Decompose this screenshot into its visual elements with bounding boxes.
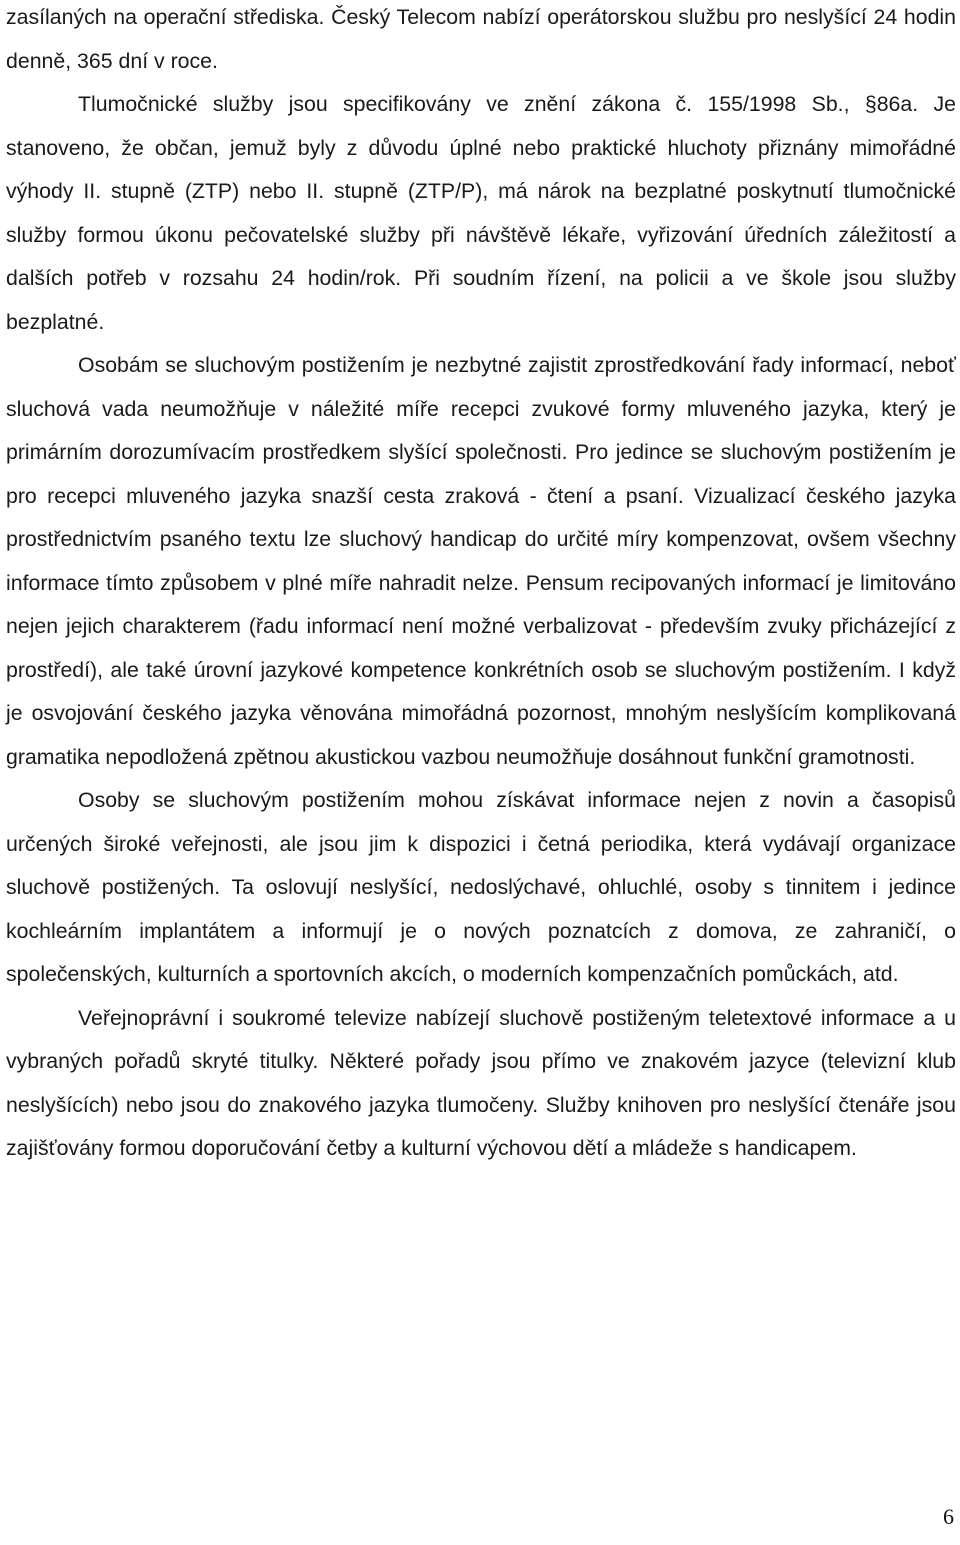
paragraph-continued: zasílaných na operační střediska. Český Telecom nabízí operátorskou službu pro neslyšící 24 hodin denně, 365 dní v roce. bbox=[6, 5, 956, 73]
document-page bbox=[6, 0, 956, 1171]
paragraph-television-libraries: Veřejnoprávní i soukromé televize nabízejí sluchově postiženým teletextové informace a u vybraných pořadů skryté titulky. Některé pořady jsou přímo ve znakovém jazyce (televizní klub neslyšících) nebo jsou do znakového jazyka tlumočeny. Služby knihoven pro neslyšící čtenáře jsou zajišťovány formou doporučování četby a kulturní výchovou dětí a mládeže s handicapem. bbox=[6, 1005, 956, 1160]
paragraph-information-access: Osobám se sluchovým postižením je nezbytné zajistit zprostředkování řady informací, neboť sluchová vada neumožňuje v náležité míře recepci zvukové formy mluveného jazyka, který je primárním dorozumívacím prostředkem slyšící společnosti. Pro jedince se sluchovým postižením je pro recepci mluveného jazyka snazší cesta zraková - čtení a psaní. Vizualizací českého jazyka prostřednictvím psaného textu lze sluchový handicap do určité míry kompenzovat, ovšem všechny informace tímto způsobem v plné míře nahradit nelze. Pensum recipovaných informací je limitováno nejen jejich charakterem (řadu informací není možné verbalizovat - především zvuky přicházející z prostředí), ale také úrovní jazykové kompetence konkrétních osob se sluchovým postižením. I když je osvojování českého jazyka věnována mimořádná pozornost, mnohým neslyšícím komplikovaná gramatika nepodložená zpětnou akustickou vazbou neumožňuje dosáhnout funkční gramotnosti. bbox=[6, 353, 956, 769]
page-number: 6 bbox=[943, 1504, 954, 1529]
paragraph-periodicals: Osoby se sluchovým postižením mohou získávat informace nejen z novin a časopisů určených široké veřejnosti, ale jsou jim k dispozici i četná periodika, která vydávají organizace sluchově postižených. Ta oslovují neslyšící, nedoslýchavé, ohluchlé, osoby s tinnitem i jedince kochleárním implantátem a informují je o nových poznatcích z domova, ze zahraničí, o společenských, kulturních a sportovních akcích, o moderních kompenzačních pomůckách, atd. bbox=[6, 788, 956, 986]
paragraph-interpreting-services: Tlumočnické služby jsou specifikovány ve znění zákona č. 155/1998 Sb., §86a. Je stanoveno, že občan, jemuž byly z důvodu úplné nebo praktické hluchoty přiznány mimořádné výhody II. stupně (ZTP) nebo II. stupně (ZTP/P), má nárok na bezplatné poskytnutí tlumočnické služby formou úkonu pečovatelské služby při návštěvě lékaře, vyřizování úředních záležitostí a dalších potřeb v rozsahu 24 hodin/rok. Při soudním řízení, na policii a ve škole jsou služby bezplatné. bbox=[6, 92, 956, 334]
